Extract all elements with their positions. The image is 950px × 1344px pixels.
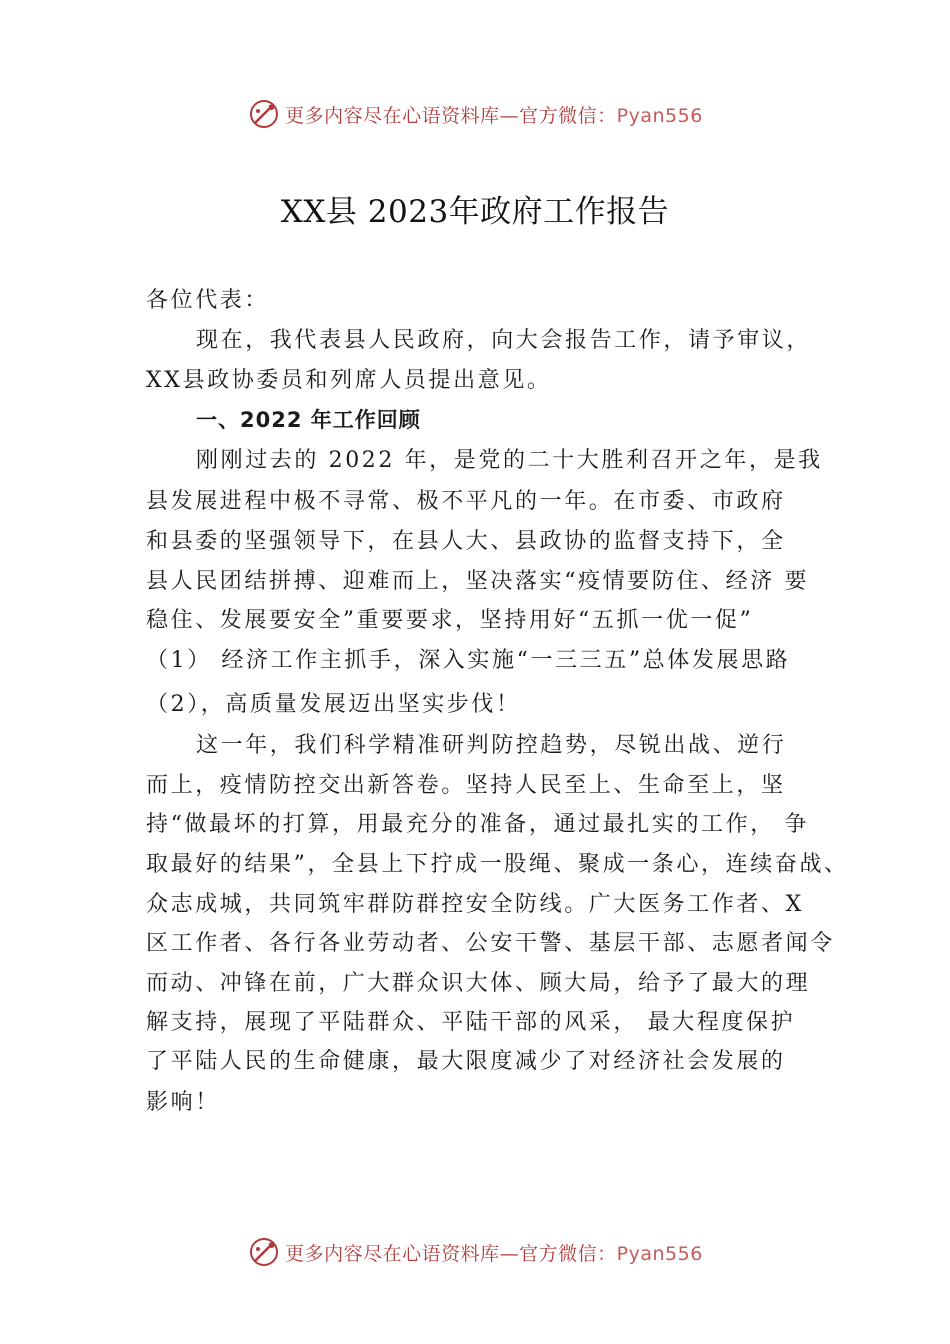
body-line: XX县政协委员和列席人员提出意见。 <box>146 368 552 393</box>
header-watermark-banner <box>0 94 950 134</box>
body-line: 区工作者、各行各业劳动者、公安干警、基层干部、志愿者闻令 <box>146 931 835 956</box>
body-line: 持“做最坏的打算，用最充分的准备，通过最扎实的工作， 争 <box>146 812 810 837</box>
watermark-text: 更多内容尽在心语资料库—官方微信：Pyan556 <box>285 1242 703 1265</box>
body-line: 影响！ <box>146 1090 220 1115</box>
body-line: 稳住、发展要安全”重要要求，坚持用好“五抓一优一促” <box>146 608 754 633</box>
body-line: 取最好的结果”，全县上下拧成一股绳、聚成一条心，连续奋战、 <box>146 852 849 877</box>
body-line: 县发展进程中极不寻常、极不平凡的一年。在市委、市政府 <box>146 489 786 514</box>
body-line: 这一年，我们科学精准研判防控趋势，尽锐出战、逆行 <box>196 733 787 758</box>
body-line: 而上，疫情防控交出新答卷。坚持人民至上、生命至上，坚 <box>146 773 786 798</box>
footer-watermark-banner <box>0 1232 950 1272</box>
body-line: 而动、冲锋在前，广大群众识大体、顾大局，给予了最大的理 <box>146 971 811 996</box>
wechat-id: Pyan556 <box>616 104 703 127</box>
body-line: 现在，我代表县人民政府，向大会报告工作，请予审议， <box>196 328 812 353</box>
pen-quill-logo-icon <box>247 1235 281 1269</box>
watermark-text: 更多内容尽在心语资料库—官方微信：Pyan556 <box>285 104 703 127</box>
body-line: 和县委的坚强领导下，在县人大、县政协的监督支持下，全 <box>146 529 786 554</box>
body-line: （2），高质量发展迈出坚实步伐！ <box>146 692 521 717</box>
body-line: 刚刚过去的 2022 年，是党的二十大胜利召开之年，是我 <box>196 448 823 473</box>
pen-quill-logo-icon <box>247 97 281 131</box>
body-line: 众志成城，共同筑牢群防群控安全防线。广大医务工作者、X <box>146 892 804 917</box>
body-line: 解支持，展现了平陆群众、平陆干部的风采， 最大程度保护 <box>146 1010 796 1035</box>
body-line: （1） 经济工作主抓手，深入实施“一三三五”总体发展思路 <box>146 648 791 673</box>
wechat-id: Pyan556 <box>616 1242 703 1265</box>
document-title: XX县 2023年政府工作报告 <box>280 194 670 230</box>
body-line: 县人民团结拼搏、迎难而上，坚决落实“疫情要防住、经济 要 <box>146 569 810 594</box>
body-line: 了平陆人民的生命健康，最大限度减少了对经济社会发展的 <box>146 1049 786 1074</box>
section-heading: 一、2022 年工作回顾 <box>196 408 421 432</box>
salutation: 各位代表： <box>146 288 270 313</box>
